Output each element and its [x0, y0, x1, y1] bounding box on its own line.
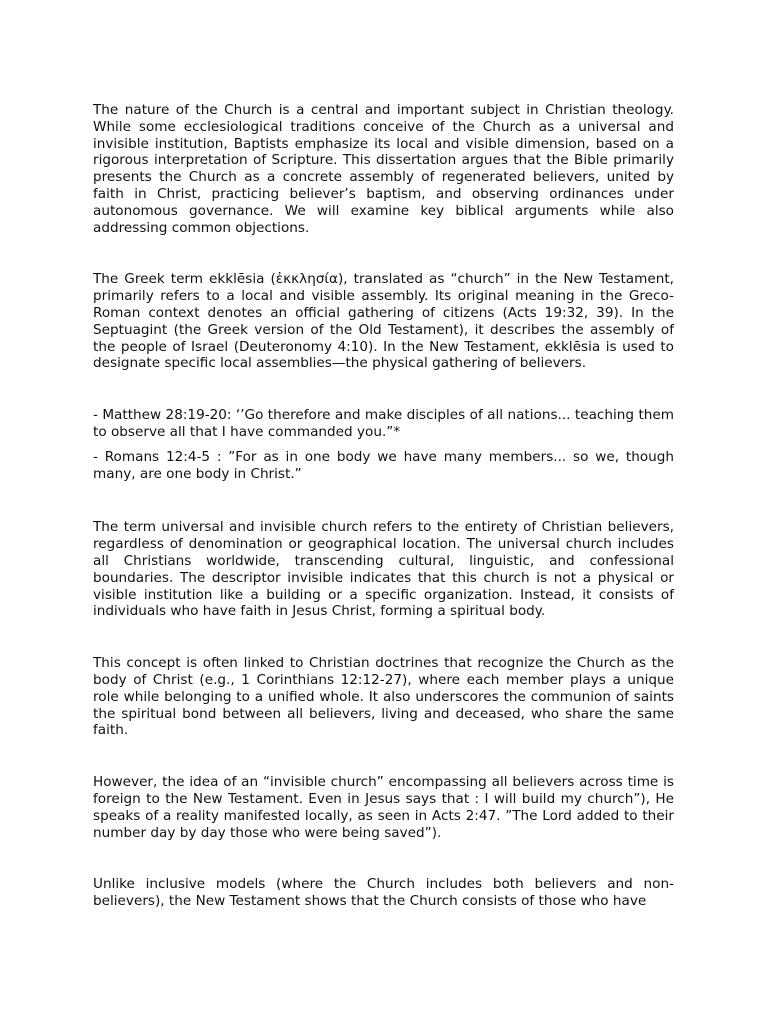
- paragraph-spacer: [93, 236, 674, 271]
- paragraph-spacer: [93, 739, 674, 774]
- paragraph-spacer: [93, 482, 674, 519]
- paragraph-inclusive-models: Unlike inclusive models (where the Church includes both believers and non-believers), the New Testament shows that the Church consists of those who have: [93, 876, 674, 910]
- paragraph-body-of-christ: This concept is often linked to Christian doctrines that recognize the Church as the body of Christ (e.g., 1 Corinthians 12:12-27), where each member plays a unique role while belonging to a unified whole. It also underscores the communion of saints the spiritual bond between all believers, living and deceased, who share the same faith.: [93, 655, 674, 739]
- document-page: [93, 102, 674, 910]
- quote-matthew: - Matthew 28:19-20: ‘’Go therefore and make disciples of all nations... teaching them to observe all that I have commanded you.”*: [93, 407, 674, 440]
- paragraph-invisible-church: However, the idea of an “invisible church” encompassing all believers across time is foreign to the New Testament. Even in Jesus says that : I will build my church”), He speaks of a reality manifested locally, as seen in Acts 2:47. ”The Lord added to their number day by day those who were being saved”).: [93, 774, 674, 841]
- paragraph-universal-church: The term universal and invisible church refers to the entirety of Christian believers, regardless of denomination or geographical location. The universal church includes all Christians worldwide, transcending cultural, linguistic, and confessional boundaries. The descriptor invisible indicates that this church is not a physical or visible institution like a building or a specific organization. Instead, it consists of individuals who have faith in Jesus Christ, forming a spiritual body.: [93, 519, 674, 620]
- paragraph-introduction: The nature of the Church is a central and important subject in Christian theology. While some ecclesiological traditions conceive of the Church as a universal and invisible institution, Baptists emphasize its local and visible dimension, based on a rigorous interpretation of Scripture. This dissertation argues that the Bible primarily presents the Church as a concrete assembly of regenerated believers, united by faith in Christ, practicing believer’s baptism, and observing ordinances under autonomous governance. We will examine key biblical arguments while also addressing common objections.: [93, 102, 674, 236]
- paragraph-spacer: [93, 372, 674, 407]
- quote-spacer: [93, 441, 674, 449]
- paragraph-ekklesia: The Greek term ekklēsia (ἐκκλησία), translated as “church” in the New Testament, primarily refers to a local and visible assembly. Its original meaning in the Greco-Roman context denotes an official gathering of citizens (Acts 19:32, 39). In the Septuagint (the Greek version of the Old Testament), it describes the assembly of the people of Israel (Deuteronomy 4:10). In the New Testament, ekklēsia is used to designate specific local assemblies—the physical gathering of believers.: [93, 271, 674, 372]
- paragraph-spacer: [93, 841, 674, 876]
- paragraph-spacer: [93, 620, 674, 655]
- quote-romans: - Romans 12:4-5 : ”For as in one body we have many members... so we, though many, are one body in Christ.”: [93, 448, 674, 482]
